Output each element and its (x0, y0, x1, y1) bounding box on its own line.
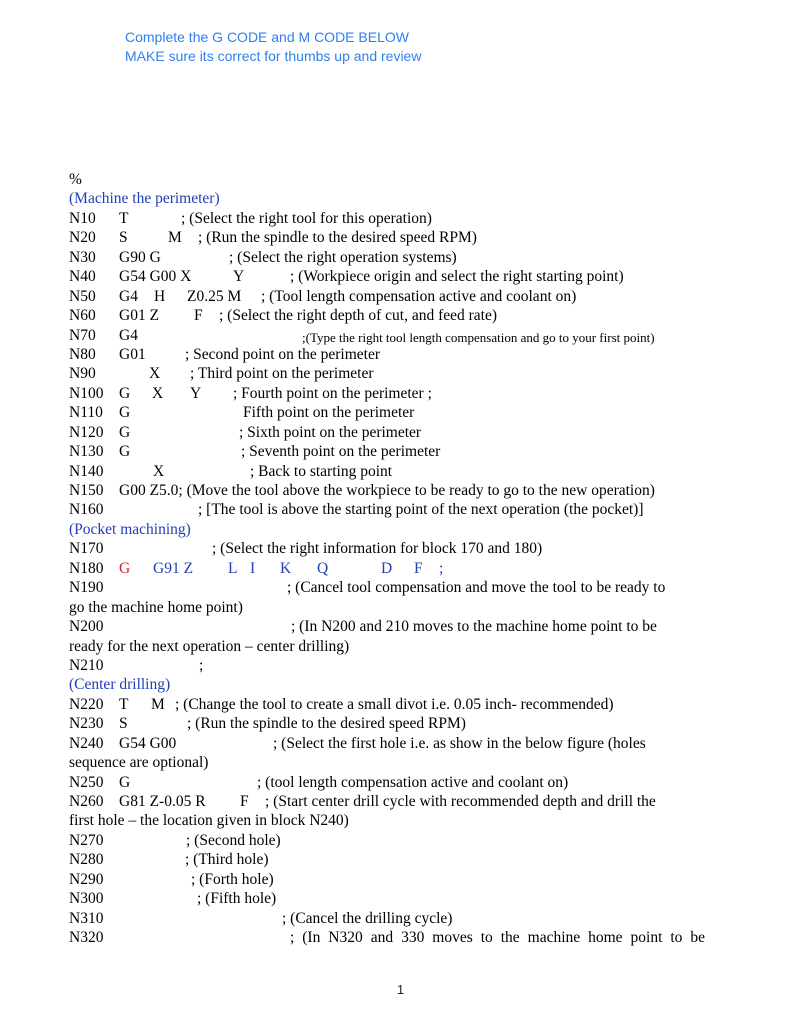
block-number: N140 (69, 462, 104, 480)
block-number: N290 (69, 870, 104, 888)
block-n120 (69, 423, 705, 442)
block-number: N280 (69, 851, 104, 869)
block-n240 (69, 734, 705, 773)
comment: ; (Select the right operation systems) (229, 248, 457, 266)
instruction-line-1: Complete the G CODE and M CODE BELOW (125, 29, 409, 45)
section-pocket: (Pocket machining) (69, 520, 191, 538)
block-n190 (69, 578, 705, 617)
comment: ;(Type the right tool length compensation and go to your first point) (302, 329, 655, 345)
comment-continued: ready for the next operation – center drilling) (69, 637, 350, 655)
block-n230 (69, 714, 705, 733)
code-field: D (381, 559, 393, 577)
block-n70 (69, 326, 705, 345)
block-n250 (69, 773, 705, 792)
page-number: 1 (396, 982, 405, 997)
code-field: Q (317, 559, 329, 577)
block-number: N300 (69, 890, 104, 908)
block-n270 (69, 831, 705, 850)
comment: ; (Select the right tool for this operation) (181, 209, 432, 227)
comment: ; Second point on the perimeter (185, 345, 380, 363)
comment: ; (Select the right information for block 170 and 180) (212, 540, 543, 558)
code-field: M (151, 695, 165, 713)
block-n310 (69, 909, 705, 928)
code-field: Z0.25 M (187, 287, 242, 305)
code-field: G (119, 559, 131, 577)
comment: ; (Change the tool to create a small divot i.e. 0.05 inch- recommended) (175, 695, 614, 713)
comment: ; (Workpiece origin and select the right starting point) (290, 268, 624, 286)
block-number: N250 (69, 773, 104, 791)
block-number: N100 (69, 384, 104, 402)
block-n140 (69, 462, 705, 481)
block-n210 (69, 656, 705, 675)
block-number: N30 (69, 248, 96, 266)
comment: ; (Select the first hole i.e. as show in the below figure (holes (273, 734, 646, 752)
block-number: N310 (69, 909, 104, 927)
code-field: G4 (119, 287, 138, 305)
block-n40 (69, 267, 705, 286)
block-n160 (69, 500, 705, 519)
comment: ; (Cancel tool compensation and move the tool to be ready to (287, 579, 666, 597)
block-n220 (69, 695, 705, 714)
code-field: G (119, 404, 131, 422)
block-n80 (69, 345, 705, 364)
block-n280 (69, 850, 705, 869)
block-number: N10 (69, 209, 96, 227)
block-number: N130 (69, 443, 104, 461)
code-field: G (119, 443, 131, 461)
code-field: K (280, 559, 292, 577)
code-field: H (154, 287, 166, 305)
block-n110 (69, 403, 705, 422)
code-field: G90 G (119, 248, 161, 266)
comment: ; (Fifth hole) (197, 890, 277, 908)
block-number: N200 (69, 618, 104, 636)
code-field: G (119, 384, 131, 402)
code-field: S (119, 229, 128, 247)
block-number: N260 (69, 793, 104, 811)
code-field: Y (190, 384, 202, 402)
block-n260 (69, 792, 705, 831)
block-n20 (69, 228, 705, 247)
section-center-drilling: (Center drilling) (69, 676, 171, 694)
code-field: G81 Z-0.05 R (119, 793, 206, 811)
comment: ; (In N200 and 210 moves to the machine home point to be (291, 618, 657, 636)
block-number: N90 (69, 365, 96, 383)
block-number: N20 (69, 229, 96, 247)
block-number: N190 (69, 579, 104, 597)
block-n170 (69, 539, 705, 558)
block-number: N180 (69, 559, 104, 577)
code-field: X (152, 384, 164, 402)
block-n320 (69, 928, 705, 947)
code-field: X (149, 365, 161, 383)
code-field: F (194, 307, 203, 325)
comment: ; (Run the spindle to the desired speed RPM) (198, 229, 477, 247)
block-number: N70 (69, 326, 96, 344)
code-field: G4 (119, 326, 138, 344)
block-number: N40 (69, 268, 96, 286)
comment: ; (Select the right depth of cut, and feed rate) (219, 307, 498, 325)
block-n290 (69, 870, 705, 889)
comment: ; (Forth hole) (191, 870, 274, 888)
comment: ; (Cancel the drilling cycle) (282, 909, 453, 927)
comment: ; Fourth point on the perimeter ; (233, 384, 432, 402)
comment: ; (Second hole) (186, 831, 281, 849)
code-field: T (119, 695, 129, 713)
block-n10 (69, 209, 705, 228)
gcode-program (69, 170, 705, 948)
code-and-comment: G00 Z5.0; (Move the tool above the workpiece to be ready to go to the new operation) (119, 482, 655, 499)
code-field: G01 (119, 345, 146, 363)
block-number: N60 (69, 307, 96, 325)
code-field: G54 G00 X (119, 268, 192, 286)
block-number: N230 (69, 715, 104, 733)
block-n130 (69, 442, 705, 461)
comment: ; Sixth point on the perimeter (239, 423, 422, 441)
code-field: F (240, 793, 249, 811)
comment: ; (199, 656, 204, 674)
block-number: N220 (69, 695, 104, 713)
comment: ; (tool length compensation active and coolant on) (257, 773, 569, 791)
block-n50 (69, 287, 705, 306)
comment: ; Seventh point on the perimeter (241, 443, 441, 461)
program-start (69, 170, 705, 189)
comment-continued: sequence are optional) (69, 754, 209, 772)
comment-continued: go the machine home point) (69, 598, 243, 616)
code-field: ; (439, 559, 444, 577)
comment: ; (Start center drill cycle with recommended depth and drill the (265, 793, 656, 811)
block-number: N170 (69, 540, 104, 558)
block-number: N240 (69, 734, 104, 752)
block-number: N320 (69, 929, 104, 947)
comment: ; [The tool is above the starting point of the next operation (the pocket)] (198, 501, 644, 519)
comment: Fifth point on the perimeter (243, 404, 415, 422)
comment: ; Third point on the perimeter (190, 365, 374, 383)
block-n90 (69, 364, 705, 383)
code-field: Y (233, 268, 245, 286)
block-number: N160 (69, 501, 104, 519)
percent-sign: % (69, 171, 82, 188)
block-n150 (69, 481, 705, 500)
code-field: T (119, 209, 129, 227)
section-heading (69, 520, 705, 539)
section-perimeter: (Machine the perimeter) (69, 190, 220, 208)
code-field: M (168, 229, 182, 247)
code-field: S (119, 715, 128, 733)
block-n180 (69, 559, 705, 578)
block-n300 (69, 889, 705, 908)
code-field: F (414, 559, 423, 577)
block-number: N150 (69, 482, 104, 499)
block-n100 (69, 384, 705, 403)
block-number: N270 (69, 831, 104, 849)
block-number: N110 (69, 404, 103, 422)
section-heading (69, 675, 705, 694)
code-field: L (228, 559, 238, 577)
comment: ; (In N320 and 330 moves to the machine home point to be (290, 929, 705, 947)
block-n200 (69, 617, 705, 656)
instruction-line-2: MAKE sure its correct for thumbs up and review (125, 48, 422, 64)
comment: ; (Third hole) (185, 851, 269, 869)
comment: ; (Tool length compensation active and coolant on) (261, 287, 577, 305)
block-number: N80 (69, 345, 96, 363)
block-number: N210 (69, 656, 104, 674)
code-field: X (153, 462, 165, 480)
comment: ; Back to starting point (250, 462, 393, 480)
comment: ; (Run the spindle to the desired speed RPM) (187, 715, 466, 733)
code-field: G54 G00 (119, 734, 177, 752)
block-number: N50 (69, 287, 96, 305)
block-n30 (69, 248, 705, 267)
code-field: G (119, 773, 131, 791)
block-number: N120 (69, 423, 104, 441)
section-heading (69, 189, 705, 208)
code-field: I (250, 559, 256, 577)
code-field: G (119, 423, 131, 441)
comment-continued: first hole – the location given in block N240) (69, 812, 349, 830)
block-n60 (69, 306, 705, 325)
code-field: G91 Z (153, 559, 194, 577)
code-field: G01 Z (119, 307, 160, 325)
